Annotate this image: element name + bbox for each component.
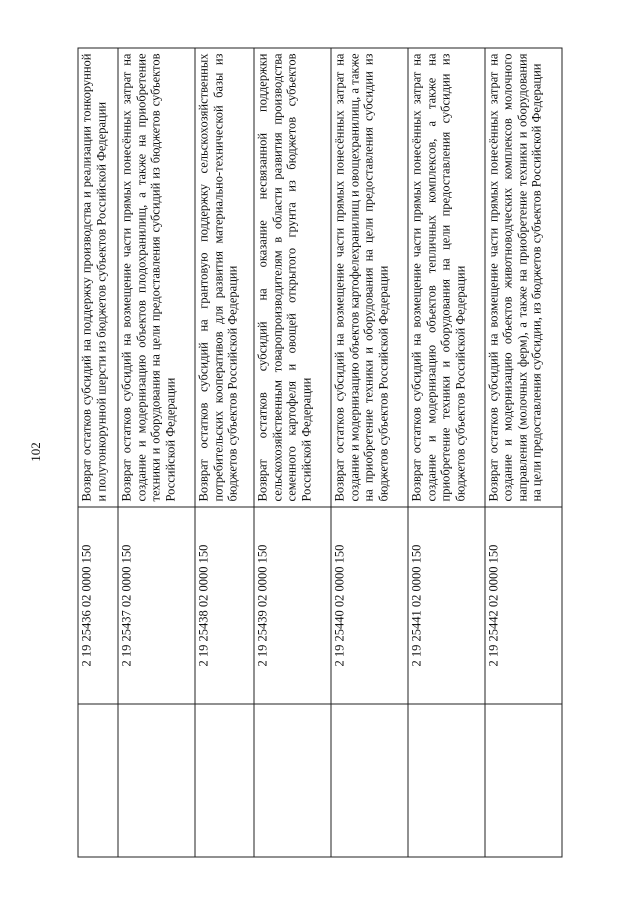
description-cell: Возврат остатков субсидий на возмещение части прямых понесённых затрат на создание и модернизацию объектов плодохранилищ, а также на приобретение техники и оборудования на цели предоставления субсидий из бюджетов субъектов Российской Федерации: [118, 48, 195, 507]
empty-column-cell: [78, 704, 118, 857]
empty-column-cell: [195, 704, 254, 857]
description-cell: Возврат остатков субсидий на поддержку производства и реализации тонкорунной и полутонкорунной шерсти из бюджетов субъектов Российской Федерации: [78, 48, 118, 507]
budget-codes-table: [78, 47, 563, 857]
description-cell: Возврат остатков субсидий на возмещение части прямых понесённых затрат на создание и модернизацию объектов тепличных комплексов, а также на приобретение техники и оборудования на цели предоставления субсидии из бюджетов субъектов Российской Федерации: [408, 48, 485, 507]
budget-code-cell: 2 19 25439 02 0000 150: [254, 507, 331, 704]
table-row: [485, 48, 562, 857]
empty-column-cell: [118, 704, 195, 857]
table-row: [254, 48, 331, 857]
table-row: [78, 48, 118, 857]
table-row: [331, 48, 408, 857]
table-row: [408, 48, 485, 857]
empty-column-cell: [408, 704, 485, 857]
description-cell: Возврат остатков субсидий на грантовую поддержку сельскохозяйственных потребительских кооперативов для развития материально-технической базы из бюджетов субъектов Российской Федерации: [195, 48, 254, 507]
budget-code-cell: 2 19 25438 02 0000 150: [195, 507, 254, 704]
budget-code-cell: 2 19 25441 02 0000 150: [408, 507, 485, 704]
empty-column-cell: [485, 704, 562, 857]
description-cell: Возврат остатков субсидий на оказание несвязанной поддержки сельскохозяйственным товаропроизводителям в области развития производства семенного картофеля и овощей открытого грунта из бюджетов субъектов Российской Федерации: [254, 48, 331, 507]
budget-code-cell: 2 19 25436 02 0000 150: [78, 507, 118, 704]
rotated-table-container: [78, 47, 563, 857]
empty-column-cell: [254, 704, 331, 857]
table-row: [195, 48, 254, 857]
budget-code-cell: 2 19 25437 02 0000 150: [118, 507, 195, 704]
table-row: [118, 48, 195, 857]
empty-column-cell: [331, 704, 408, 857]
budget-code-cell: 2 19 25442 02 0000 150: [485, 507, 562, 704]
budget-code-cell: 2 19 25440 02 0000 150: [331, 507, 408, 704]
description-cell: Возврат остатков субсидий на возмещение части прямых понесённых затрат на создание и модернизацию объектов животноводческих комплексов молочного направления (молочных ферм), а также на приобретение техники и оборудования на цели предоставления субсидии, из бюджетов субъектов Российской Федерации: [485, 48, 562, 507]
description-cell: Возврат остатков субсидий на возмещение части прямых понесённых затрат на создание и модернизацию объектов картофелехранилищ и овощехранилищ, а также на приобретение техники и оборудования на цели предоставления субсидии из бюджетов субъектов Российской Федерации: [331, 48, 408, 507]
page-number: 102: [28, 442, 43, 462]
